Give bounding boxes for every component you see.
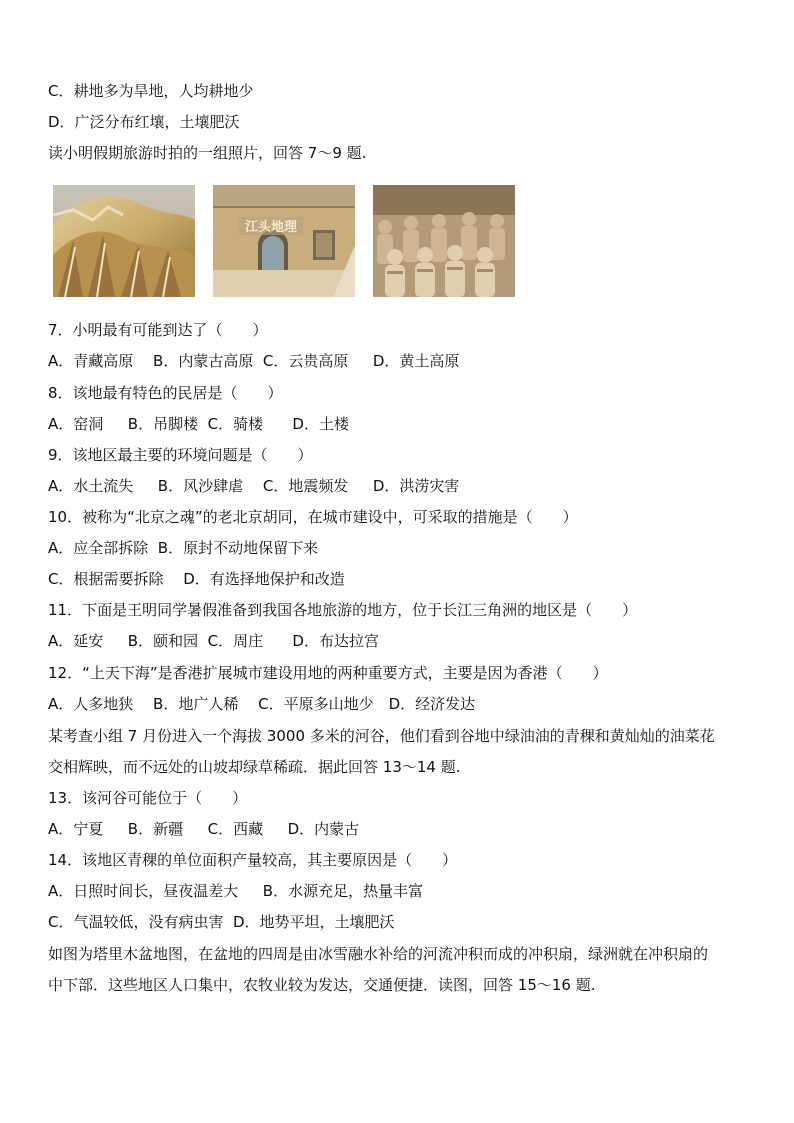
passage-15-16-line-1: 如图为塔里木盆地图，在盆地的四周是由冰雪融水补给的河流冲积而成的冲积扇，绿洲就在冲积扇的 [48, 945, 709, 963]
line-option-c-dryland: C．耕地多为旱地，人均耕地少 [48, 82, 254, 100]
question-10-options-ab: A．应全部拆除 B．原封不动地保留下来 [48, 539, 319, 557]
question-13: 13．该河谷可能位于（ ） [48, 789, 248, 807]
question-8-options: A．窑洞 B．吊脚楼 C．骑楼 D．土楼 [48, 415, 349, 433]
passage-13-14-line-2: 交相辉映，而不远处的山坡却绿草稀疏．据此回答 13～14 题. [48, 758, 461, 776]
line-option-d-red-soil: D．广泛分布红壤，土壤肥沃 [48, 113, 240, 131]
passage-15-16-line-2: 中下部．这些地区人口集中，农牧业较为发达，交通便捷．读图，回答 15～16 题. [48, 976, 596, 994]
question-14-options-ab: A．日照时间长，昼夜温差大 B．水源充足，热量丰富 [48, 882, 424, 900]
question-11: 11．下面是王明同学暑假准备到我国各地旅游的地方，位于长江三角洲的地区是（ ） [48, 601, 638, 619]
loess-landscape-photo [53, 185, 195, 297]
question-14: 14．该地区青稞的单位面积产量较高，其主要原因是（ ） [48, 851, 458, 869]
question-13-options: A．宁夏 B．新疆 C．西藏 D．内蒙古 [48, 820, 360, 838]
question-12: 12．“上天下海”是香港扩展城市建设用地的两种重要方式，主要是因为香港（ ） [48, 664, 608, 682]
passage-13-14-line-1: 某考查小组 7 月份进入一个海拔 3000 多米的河谷，他们看到谷地中绿油油的青稞和黄灿灿的油菜花 [48, 727, 715, 745]
question-10: 10．被称为“北京之魂”的老北京胡同，在城市建设中，可采取的措施是（ ） [48, 508, 578, 526]
question-14-options-cd: C．气温较低，没有病虫害 D．地势平坦，土壤肥沃 [48, 913, 395, 931]
question-9: 9．该地区最主要的环境问题是（ ） [48, 446, 313, 464]
question-7: 7．小明最有可能到达了（ ） [48, 321, 268, 339]
question-10-options-cd: C．根据需要拆除 D．有选择地保护和改造 [48, 570, 345, 588]
cave-dwelling-photo [213, 185, 355, 297]
question-12-options: A．人多地狭 B．地广人稀 C．平原多山地少 D．经济发达 [48, 695, 476, 713]
question-7-options: A．青藏高原 B．内蒙古高原 C．云贵高原 D．黄土高原 [48, 352, 460, 370]
question-9-options: A．水土流失 B．风沙肆虐 C．地震频发 D．洪涝灾害 [48, 477, 460, 495]
question-8: 8．该地最有特色的民居是（ ） [48, 384, 283, 402]
line-photos-intro: 读小明假期旅游时拍的一组照片，回答 7～9 题. [48, 144, 367, 162]
question-11-options: A．延安 B．颐和园 C．周庄 D．布达拉宫 [48, 632, 379, 650]
terracotta-warriors-photo [373, 185, 515, 297]
cave-sign-text: 江头地理 [244, 220, 298, 235]
